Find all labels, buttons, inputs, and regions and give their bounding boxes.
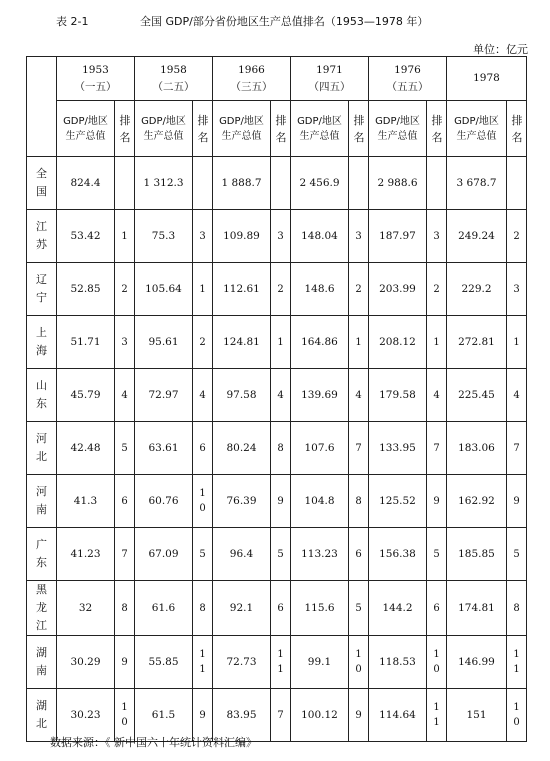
gdp-value: 125.52 (369, 475, 427, 528)
rank-number: 9 (355, 709, 362, 721)
gdp-value: 113.23 (291, 528, 349, 581)
rank-value (115, 636, 135, 689)
table-row (27, 369, 527, 422)
rank-number: 2 (199, 336, 206, 348)
rank-number: 4 (277, 389, 284, 401)
region-name: 辽宁 (36, 273, 47, 304)
gdp-value: 104.8 (291, 475, 349, 528)
gdp-value: 45.79 (57, 369, 115, 422)
value-column-label: GDP/地区生产总值 (375, 115, 420, 142)
rank-value (193, 528, 213, 581)
rank-number: 11 (199, 649, 206, 675)
gdp-value: 124.81 (213, 316, 271, 369)
rank-column-header (193, 101, 213, 157)
gdp-value: 107.6 (291, 422, 349, 475)
region-cell (27, 475, 57, 528)
rank-number: 8 (121, 602, 128, 614)
rank-number: 4 (355, 389, 362, 401)
rank-number: 1 (433, 336, 440, 348)
gdp-value: 824.4 (57, 157, 115, 210)
rank-value (193, 581, 213, 636)
rank-value (427, 369, 447, 422)
rank-number: 5 (433, 548, 440, 560)
value-column-label: GDP/地区生产总值 (297, 115, 342, 142)
gdp-value: 1 888.7 (213, 157, 271, 210)
rank-number: 3 (199, 230, 206, 242)
rank-value (427, 263, 447, 316)
value-column-label: GDP/地区生产总值 (63, 115, 108, 142)
rank-column-header (271, 101, 291, 157)
region-cell (27, 528, 57, 581)
rank-column-label: 排名 (197, 113, 209, 144)
rank-column-header (115, 101, 135, 157)
rank-value (193, 369, 213, 422)
gdp-value: 151 (447, 689, 507, 742)
gdp-value: 179.58 (369, 369, 427, 422)
rank-column-header (427, 101, 447, 157)
rank-value (427, 636, 447, 689)
region-cell (27, 157, 57, 210)
rank-number: 5 (199, 548, 206, 560)
corner-cell (27, 57, 57, 157)
value-column-header (57, 101, 115, 157)
gdp-value: 42.48 (57, 422, 115, 475)
rank-number: 10 (199, 488, 206, 514)
rank-value (427, 581, 447, 636)
rank-number: 10 (121, 702, 128, 728)
rank-value (349, 157, 369, 210)
region-name: 山东 (36, 379, 47, 410)
rank-number: 10 (513, 702, 520, 728)
rank-number: 9 (513, 495, 520, 507)
year-header-1971 (291, 57, 369, 101)
year-label: 1953 (82, 63, 109, 76)
region-name: 河北 (36, 432, 47, 463)
rank-value (507, 422, 527, 475)
gdp-value: 183.06 (447, 422, 507, 475)
table-row (27, 210, 527, 263)
gdp-value: 229.2 (447, 263, 507, 316)
rank-column-label: 排名 (275, 113, 287, 144)
rank-number: 2 (513, 230, 520, 242)
rank-column-label: 排名 (431, 113, 443, 144)
table-row (27, 157, 527, 210)
rank-number: 2 (121, 283, 128, 295)
region-name: 湖北 (36, 699, 47, 730)
rank-value (427, 422, 447, 475)
region-cell (27, 210, 57, 263)
rank-value (507, 316, 527, 369)
gdp-value: 208.12 (369, 316, 427, 369)
rank-number: 11 (277, 649, 284, 675)
rank-number: 8 (277, 442, 284, 454)
gdp-value: 146.99 (447, 636, 507, 689)
rank-number: 10 (355, 649, 362, 675)
rank-value (115, 369, 135, 422)
gdp-value: 148.04 (291, 210, 349, 263)
rank-value (271, 263, 291, 316)
region-name: 黑龙江 (36, 583, 47, 632)
gdp-value: 30.23 (57, 689, 115, 742)
rank-number: 6 (433, 602, 440, 614)
year-header-row (27, 57, 527, 101)
gdp-value: 174.81 (447, 581, 507, 636)
rank-number: 4 (513, 389, 520, 401)
table-row (27, 422, 527, 475)
year-header-1976 (369, 57, 447, 101)
value-column-header (291, 101, 349, 157)
rank-value (193, 422, 213, 475)
rank-value (349, 316, 369, 369)
plan-label: （三五） (230, 80, 273, 93)
rank-number: 4 (121, 389, 128, 401)
gdp-value: 41.3 (57, 475, 115, 528)
rank-number: 5 (277, 548, 284, 560)
rank-value (193, 157, 213, 210)
region-cell (27, 263, 57, 316)
table-row (27, 528, 527, 581)
year-header-1953 (57, 57, 135, 101)
value-column-header (369, 101, 427, 157)
rank-value (115, 475, 135, 528)
value-column-label: GDP/地区生产总值 (141, 115, 186, 142)
rank-value (115, 263, 135, 316)
plan-label: （一五） (74, 80, 117, 93)
rank-value (271, 422, 291, 475)
rank-number: 5 (121, 442, 128, 454)
rank-value (427, 157, 447, 210)
gdp-value: 53.42 (57, 210, 115, 263)
gdp-value: 144.2 (369, 581, 427, 636)
rank-number: 6 (121, 495, 128, 507)
rank-value (349, 636, 369, 689)
rank-value (349, 422, 369, 475)
gdp-value: 114.64 (369, 689, 427, 742)
gdp-value: 97.58 (213, 369, 271, 422)
rank-number: 5 (513, 548, 520, 560)
rank-value (193, 263, 213, 316)
rank-value (507, 475, 527, 528)
table-row (27, 263, 527, 316)
gdp-value: 76.39 (213, 475, 271, 528)
rank-value (427, 528, 447, 581)
rank-value (271, 369, 291, 422)
region-cell (27, 636, 57, 689)
rank-number: 3 (355, 230, 362, 242)
rank-value (427, 475, 447, 528)
rank-number: 3 (513, 283, 520, 295)
region-name: 上海 (36, 326, 47, 357)
rank-number: 1 (199, 283, 206, 295)
rank-number: 1 (121, 230, 128, 242)
gdp-value: 185.85 (447, 528, 507, 581)
gdp-value: 100.12 (291, 689, 349, 742)
rank-value (271, 475, 291, 528)
rank-value (507, 210, 527, 263)
gdp-value: 83.95 (213, 689, 271, 742)
gdp-value: 139.69 (291, 369, 349, 422)
gdp-value: 249.24 (447, 210, 507, 263)
rank-number: 8 (355, 495, 362, 507)
gdp-value: 2 988.6 (369, 157, 427, 210)
rank-value (193, 316, 213, 369)
rank-number: 6 (355, 548, 362, 560)
data-source-note: 数据来源：《 新中国六十年统计资料汇编》 (50, 736, 257, 749)
rank-number: 3 (433, 230, 440, 242)
rank-value (193, 636, 213, 689)
region-name: 江苏 (36, 220, 47, 251)
rank-number: 9 (277, 495, 284, 507)
gdp-value: 41.23 (57, 528, 115, 581)
year-label: 1978 (473, 72, 500, 84)
rank-value (427, 210, 447, 263)
rank-value (349, 689, 369, 742)
rank-number: 10 (433, 649, 440, 675)
gdp-value: 72.73 (213, 636, 271, 689)
rank-number: 7 (277, 709, 284, 721)
rank-value (349, 528, 369, 581)
gdp-value: 225.45 (447, 369, 507, 422)
gdp-value: 30.29 (57, 636, 115, 689)
rank-number: 8 (199, 602, 206, 614)
year-label: 1971 (316, 63, 343, 76)
table-row (27, 581, 527, 636)
rank-number: 1 (277, 336, 284, 348)
rank-number: 9 (433, 495, 440, 507)
value-column-header (447, 101, 507, 157)
subheader-row (27, 101, 527, 157)
year-header-1966 (213, 57, 291, 101)
rank-column-label: 排名 (119, 113, 131, 144)
gdp-value: 99.1 (291, 636, 349, 689)
rank-value (349, 263, 369, 316)
rank-number: 11 (513, 649, 520, 675)
gdp-value: 156.38 (369, 528, 427, 581)
rank-value (507, 689, 527, 742)
rank-value (427, 689, 447, 742)
value-column-label: GDP/地区生产总值 (219, 115, 264, 142)
rank-number: 4 (199, 389, 206, 401)
rank-value (507, 369, 527, 422)
plan-label: （二五） (152, 80, 195, 93)
rank-value (115, 157, 135, 210)
gdp-value: 115.6 (291, 581, 349, 636)
gdp-value: 67.09 (135, 528, 193, 581)
rank-number: 1 (513, 336, 520, 348)
gdp-value: 1 312.3 (135, 157, 193, 210)
region-name: 河南 (36, 485, 47, 516)
rank-number: 2 (277, 283, 284, 295)
table-row (27, 316, 527, 369)
rank-value (115, 210, 135, 263)
gdp-value: 75.3 (135, 210, 193, 263)
gdp-value: 272.81 (447, 316, 507, 369)
region-name: 湖南 (36, 646, 47, 677)
gdp-value: 61.6 (135, 581, 193, 636)
gdp-value: 164.86 (291, 316, 349, 369)
region-cell (27, 369, 57, 422)
rank-value (271, 157, 291, 210)
rank-value (271, 689, 291, 742)
rank-column-label: 排名 (511, 113, 523, 144)
rank-value (271, 636, 291, 689)
year-header-1978 (447, 57, 527, 101)
rank-value (507, 157, 527, 210)
rank-value (115, 581, 135, 636)
rank-number: 7 (513, 442, 520, 454)
year-label: 1976 (394, 63, 421, 76)
gdp-value: 61.5 (135, 689, 193, 742)
rank-value (507, 636, 527, 689)
gdp-value: 148.6 (291, 263, 349, 316)
rank-number: 8 (513, 602, 520, 614)
rank-number: 4 (433, 389, 440, 401)
rank-value (271, 581, 291, 636)
gdp-value: 96.4 (213, 528, 271, 581)
gdp-value: 55.85 (135, 636, 193, 689)
rank-number: 7 (433, 442, 440, 454)
year-label: 1966 (238, 63, 265, 76)
rank-value (349, 581, 369, 636)
rank-column-header (507, 101, 527, 157)
rank-number: 2 (433, 283, 440, 295)
rank-value (271, 528, 291, 581)
rank-number: 9 (121, 656, 128, 668)
value-column-header (213, 101, 271, 157)
rank-value (507, 581, 527, 636)
gdp-value: 2 456.9 (291, 157, 349, 210)
year-header-1958 (135, 57, 213, 101)
gdp-value: 118.53 (369, 636, 427, 689)
rank-number: 7 (355, 442, 362, 454)
rank-number: 5 (355, 602, 362, 614)
rank-number: 7 (121, 548, 128, 560)
rank-value (115, 316, 135, 369)
gdp-value: 60.76 (135, 475, 193, 528)
rank-value (115, 528, 135, 581)
rank-value (271, 316, 291, 369)
year-label: 1958 (160, 63, 187, 76)
rank-number: 6 (277, 602, 284, 614)
gdp-value: 92.1 (213, 581, 271, 636)
region-cell (27, 422, 57, 475)
gdp-value: 63.61 (135, 422, 193, 475)
gdp-value: 162.92 (447, 475, 507, 528)
rank-value (349, 475, 369, 528)
rank-column-label: 排名 (353, 113, 365, 144)
rank-number: 6 (199, 442, 206, 454)
gdp-value: 109.89 (213, 210, 271, 263)
table-row (27, 475, 527, 528)
rank-value (507, 528, 527, 581)
gdp-value: 105.64 (135, 263, 193, 316)
plan-label: （五五） (386, 80, 429, 93)
gdp-value: 3 678.7 (447, 157, 507, 210)
gdp-value: 52.85 (57, 263, 115, 316)
gdp-value: 203.99 (369, 263, 427, 316)
table-body (27, 157, 527, 742)
gdp-value: 80.24 (213, 422, 271, 475)
rank-value (271, 210, 291, 263)
rank-number: 11 (433, 702, 440, 728)
rank-number: 1 (355, 336, 362, 348)
region-name: 广东 (36, 538, 47, 569)
plan-label: （四五） (308, 80, 351, 93)
rank-value (193, 210, 213, 263)
gdp-value: 32 (57, 581, 115, 636)
region-name: 全国 (36, 167, 47, 198)
gdp-value: 187.97 (369, 210, 427, 263)
gdp-value: 95.61 (135, 316, 193, 369)
rank-number: 3 (277, 230, 284, 242)
gdp-value: 133.95 (369, 422, 427, 475)
table-row (27, 636, 527, 689)
rank-number: 2 (355, 283, 362, 295)
region-cell (27, 316, 57, 369)
unit-label: 单位：亿元 (473, 43, 528, 56)
rank-value (115, 422, 135, 475)
table-number: 表 2-1 (56, 15, 89, 28)
rank-number: 3 (121, 336, 128, 348)
value-column-header (135, 101, 193, 157)
value-column-label: GDP/地区生产总值 (454, 115, 499, 142)
region-cell (27, 581, 57, 636)
gdp-value: 72.97 (135, 369, 193, 422)
rank-value (349, 369, 369, 422)
rank-value (193, 475, 213, 528)
rank-value (427, 316, 447, 369)
gdp-value: 51.71 (57, 316, 115, 369)
rank-value (507, 263, 527, 316)
gdp-ranking-table (26, 56, 527, 742)
gdp-value: 112.61 (213, 263, 271, 316)
rank-number: 9 (199, 709, 206, 721)
table-title: 全国 GDP/部分省份地区生产总值排名（1953—1978 年） (140, 15, 429, 28)
rank-column-header (349, 101, 369, 157)
rank-value (349, 210, 369, 263)
